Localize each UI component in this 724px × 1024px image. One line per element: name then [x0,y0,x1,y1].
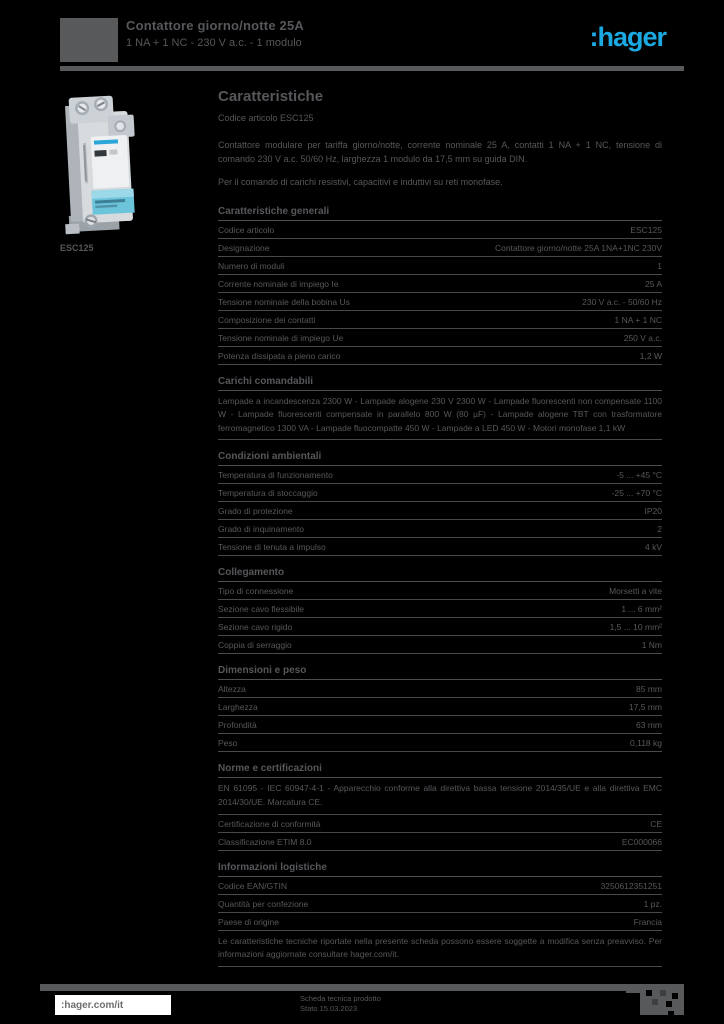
spec-table [218,195,662,967]
main-content [218,88,662,967]
spec-value: Contattore giorno/notte 25A 1NA+1NC 230V [494,242,662,253]
spec-row [218,877,662,895]
spec-row [218,538,662,556]
spec-row [218,815,662,833]
spec-label: Quantità per confezione [218,898,309,909]
product-photo-contactor [58,86,154,238]
spec-label: Temperatura di funzionamento [218,470,333,481]
spec-label: Coppia di serraggio [218,640,292,651]
spec-paragraph: EN 61095 - IEC 60947-4-1 - Apparecchio conforme alla direttiva bassa tensione 2014/35/UE e alla direttiva EMC 2014/30/UE. Marcatura CE. [218,778,662,814]
spec-value: CE [650,818,662,829]
spec-row [218,221,662,239]
spec-row [218,582,662,600]
spec-value: 1 NA + 1 NC [614,314,662,325]
product-description: Contattore modulare per tariffa giorno/notte, corrente nominale 25 A, contatti 1 NA + 1 NC, tensione di comando 230 V a.c. 50/60 Hz, larghezza 1 modulo da 17,5 mm su guida DIN. [218,140,662,164]
page-title: Caratteristiche [218,88,324,105]
spec-row [218,329,662,347]
spec-value: 85 mm [636,684,662,695]
spec-label: Temperatura di stoccaggio [218,488,318,499]
footer-info-line1: Scheda tecnica prodotto [300,994,381,1003]
spec-row [218,698,662,716]
spec-paragraph: Lampade a incandescenza 2300 W - Lampade alogene 230 V 2300 W - Lampade fluorescenti non compensate 1100 W - Lampade fluorescenti compensate in parallelo 800 W (80 µF) - Lampade alogene TBT con trasformatore ferromagnetico 1300 VA - Lampade fluocompatte 450 W - Lampade a LED 450 W - Motori monofase 1,1 kW [218,391,662,441]
spec-row [218,502,662,520]
footer-website-link[interactable]: :hager.com/it [55,995,171,1015]
spec-value: 0,118 kg [630,738,662,749]
spec-row [218,311,662,329]
spec-row [218,618,662,636]
header-reference-block [60,18,118,62]
spec-value: 17,5 mm [628,702,662,713]
contactor-image [58,86,154,238]
spec-label: Larghezza [218,702,258,713]
spec-label: Corrente nominale di impiego Ie [218,278,339,289]
spec-label: Paese di origine [218,916,279,927]
spec-value: EC000066 [621,836,662,847]
spec-row [218,680,662,698]
spec-label: Codice articolo [218,224,275,235]
qr-code-icon [626,985,684,1015]
spec-row [218,275,662,293]
spec-row [218,913,662,931]
spec-value: 1,5 ... 10 mm² [609,622,662,633]
spec-label: Profondità [218,720,257,731]
spec-value: Francia [633,916,662,927]
footer-divider [40,984,684,991]
spec-value: 1 [657,260,662,271]
spec-row [218,293,662,311]
spec-label: Tensione nominale di impiego Ue [218,332,344,343]
spec-value: 1,2 W [639,350,662,361]
spec-row [218,833,662,851]
spec-label: Classificazione ETIM 8.0 [218,836,312,847]
spec-label: Designazione [218,242,270,253]
spec-label: Composizione dei contatti [218,314,316,325]
section-header: Informazioni logistiche [218,851,662,877]
spec-value: 25 A [644,278,662,289]
section-header: Collegamento [218,556,662,582]
spec-row [218,716,662,734]
hager-logo: :hager [589,22,666,52]
spec-label: Numero di moduli [218,260,285,271]
document-subtitle: 1 NA + 1 NC - 230 V a.c. - 1 modulo [126,37,302,49]
spec-label: Peso [218,738,238,749]
spec-label: Tipo di connessione [218,586,294,597]
section-header: Dimensioni e peso [218,654,662,680]
section-header: Condizioni ambientali [218,440,662,466]
spec-label: Codice EAN/GTIN [218,880,287,891]
spec-value: Morsetti a vite [609,586,662,597]
header-divider [60,66,684,71]
footer-info-line2: Stato 15.03.2023 [300,1004,358,1013]
spec-value: IP20 [644,506,662,517]
spec-row [218,239,662,257]
spec-label: Certificazione di conformità [218,818,321,829]
spec-row [218,636,662,654]
spec-value: 63 mm [636,720,662,731]
spec-value: -5 ... +45 °C [616,470,662,481]
spec-value: 3250612351251 [600,880,662,891]
section-header: Caratteristiche generali [218,195,662,221]
spec-label: Altezza [218,684,246,695]
spec-row [218,257,662,275]
spec-value: 4 kV [644,542,662,553]
spec-row [218,895,662,913]
spec-label: Tensione di tenuta a impulso [218,542,326,553]
product-note: Per il comando di carichi resistivi, capacitivi e induttivi su reti monofase. [218,177,503,187]
spec-paragraph: Le caratteristiche tecniche riportate nella presente scheda possono essere soggette a modifica senza preavviso. Per informazioni aggiornate consultare hager.com/it. [218,931,662,967]
document-title: Contattore giorno/notte 25A [126,18,305,33]
spec-value: 1 Nm [641,640,662,651]
spec-label: Grado di inquinamento [218,524,305,535]
spec-row [218,520,662,538]
spec-value: -25 ... +70 °C [611,488,662,499]
spec-row [218,347,662,365]
spec-row [218,734,662,752]
spec-value: 2 [657,524,662,535]
section-header: Norme e certificazioni [218,752,662,778]
spec-row [218,484,662,502]
section-header: Carichi comandabili [218,365,662,391]
spec-label: Grado di protezione [218,506,293,517]
spec-value: 1 pz. [643,898,662,909]
spec-row [218,466,662,484]
spec-value: ESC125 [630,224,662,235]
article-code: Codice articolo ESC125 [218,113,314,123]
spec-value: 1 ... 6 mm² [621,604,662,615]
spec-label: Potenza dissipata a pieno carico [218,350,341,361]
spec-label: Sezione cavo flessibile [218,604,304,615]
spec-label: Tensione nominale della bobina Us [218,296,350,307]
spec-row [218,600,662,618]
spec-value: 230 V a.c. - 50/60 Hz [582,296,662,307]
spec-value: 250 V a.c. [623,332,662,343]
spec-label: Sezione cavo rigido [218,622,293,633]
product-photo-caption: ESC125 [60,243,94,253]
